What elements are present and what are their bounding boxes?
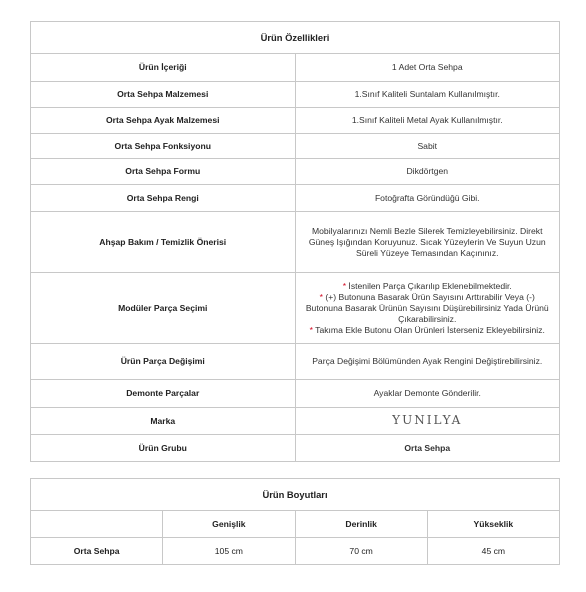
spec-key: Ahşap Bakım / Temizlik Önerisi bbox=[31, 212, 296, 273]
spec-value: Ayaklar Demonte Gönderilir. bbox=[295, 380, 560, 408]
modular-line: * (+) Butonuna Basarak Ürün Sayısını Arttırabilir Veya (-) Butonuna Basarak Ürünün Sayısını Düşürebilirsiniz Yada Ürünü Çıkarabilirsiniz. bbox=[305, 291, 549, 324]
asterisk: * bbox=[342, 280, 347, 291]
spec-key: Orta Sehpa Rengi bbox=[31, 185, 296, 212]
specs-title: Ürün Özellikleri bbox=[31, 22, 560, 54]
dimension-header: Yükseklik bbox=[427, 511, 559, 538]
spec-value-modular bbox=[295, 273, 560, 344]
dimension-header: Genişlik bbox=[163, 511, 295, 538]
spec-key: Orta Sehpa Formu bbox=[31, 159, 296, 185]
spec-key: Ürün Grubu bbox=[31, 435, 296, 462]
dimension-value: 105 cm bbox=[163, 538, 295, 565]
brand-logo bbox=[295, 408, 560, 435]
spec-value: 1.Sınıf Kaliteli Metal Ayak Kullanılmıştır. bbox=[295, 108, 560, 134]
dimension-header-empty bbox=[31, 511, 163, 538]
spec-key: Ürün Parça Değişimi bbox=[31, 344, 296, 380]
spec-value: Dikdörtgen bbox=[295, 159, 560, 185]
brand-logo-text: YUNILYA bbox=[392, 413, 463, 427]
product-specs-table bbox=[30, 21, 560, 462]
asterisk: * bbox=[309, 324, 313, 335]
dimension-value: 70 cm bbox=[295, 538, 427, 565]
spec-key: Modüler Parça Seçimi bbox=[31, 273, 296, 344]
dimension-value: 45 cm bbox=[427, 538, 559, 565]
modular-line: * İstenilen Parça Çıkarılıp Eklenebilmektedir. bbox=[342, 280, 512, 291]
spec-key: Orta Sehpa Fonksiyonu bbox=[31, 134, 296, 159]
dimensions-title: Ürün Boyutları bbox=[31, 479, 560, 511]
spec-value: Mobilyalarınızı Nemli Bezle Silerek Temizleyebilirsiniz. Direkt Güneş Işığından Koruyunuz. Sıcak Yüzeylerin Ve Suyun Uzun Süreli Yüzeye Temasından Kaçınınız. bbox=[295, 212, 560, 273]
spec-key: Orta Sehpa Malzemesi bbox=[31, 82, 296, 108]
dimension-header: Derinlik bbox=[295, 511, 427, 538]
spec-key: Orta Sehpa Ayak Malzemesi bbox=[31, 108, 296, 134]
modular-line: * Takıma Ekle Butonu Olan Ürünleri İsterseniz Ekleyebilirsiniz. bbox=[309, 324, 545, 335]
spec-value: 1.Sınıf Kaliteli Suntalam Kullanılmıştır. bbox=[295, 82, 560, 108]
spec-value: Orta Sehpa bbox=[295, 435, 560, 462]
spec-value: Parça Değişimi Bölümünden Ayak Rengini Değiştirebilirsiniz. bbox=[295, 344, 560, 380]
asterisk: * bbox=[319, 291, 323, 302]
product-dimensions-table bbox=[30, 478, 560, 565]
spec-value: Sabit bbox=[295, 134, 560, 159]
dimension-row-label: Orta Sehpa bbox=[31, 538, 163, 565]
spec-key: Ürün İçeriği bbox=[31, 54, 296, 82]
spec-key: Marka bbox=[31, 408, 296, 435]
spec-value: 1 Adet Orta Sehpa bbox=[295, 54, 560, 82]
spec-key: Demonte Parçalar bbox=[31, 380, 296, 408]
spec-value: Fotoğrafta Göründüğü Gibi. bbox=[295, 185, 560, 212]
